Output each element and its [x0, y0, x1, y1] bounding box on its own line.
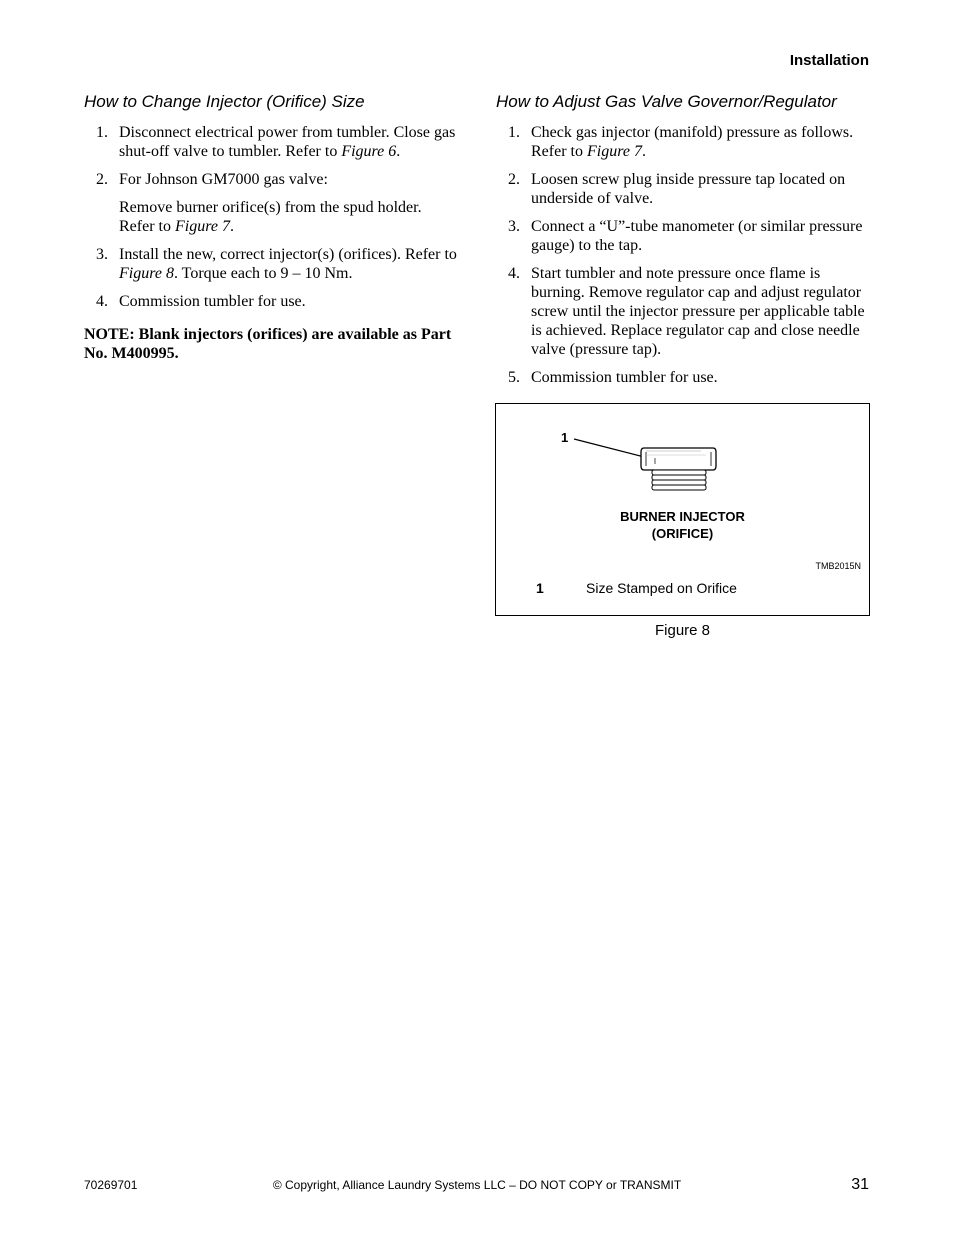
figure-reference: Figure 6 — [341, 143, 397, 160]
right-column — [496, 92, 874, 396]
figure-label-line: (ORIFICE) — [651, 526, 714, 541]
step-number: 2. — [96, 171, 108, 188]
figure-reference: Figure 8 — [119, 265, 174, 282]
figure-reference: Figure 7 — [174, 218, 230, 235]
step-text: Connect a “U”-tube manometer (or similar pressure gauge) to the tap. — [531, 218, 863, 254]
step-text: Commission tumbler for use. — [119, 293, 306, 310]
section-header: Installation — [789, 52, 869, 69]
list-item — [496, 217, 874, 255]
regulator-steps-list — [496, 123, 874, 387]
step-text: Check gas injector (manifold) pressure as follows. Refer to — [531, 124, 854, 160]
step-subparagraph — [119, 198, 460, 236]
step-subtext-end: . — [229, 218, 234, 235]
figure-reference: Figure 7 — [586, 143, 642, 160]
step-subtext: Remove burner orifice(s) from the spud holder. Refer to — [119, 199, 422, 235]
legend-text: Size Stamped on Orifice — [586, 580, 737, 596]
step-text-end: . — [396, 143, 401, 160]
list-item — [496, 123, 874, 161]
step-text: Start tumbler and note pressure once flame is burning. Remove regulator cap and adjust regulator screw until the injector pressure per applicable table is achieved. Replace regulator cap and close needle valve (pressure tap). — [531, 265, 865, 358]
list-item — [84, 123, 460, 161]
step-text: Commission tumbler for use. — [531, 369, 718, 386]
figure-code: TMB2015N — [815, 561, 861, 571]
step-text: Loosen screw plug inside pressure tap located on underside of valve. — [531, 171, 846, 207]
figure-box — [495, 403, 870, 616]
section-heading-injector: How to Change Injector (Orifice) Size — [84, 92, 365, 111]
step-number: 1. — [508, 124, 520, 141]
injector-steps-list — [84, 123, 460, 311]
injector-thread — [652, 480, 706, 485]
figure-label — [496, 508, 869, 542]
step-number: 4. — [508, 265, 520, 282]
step-text: Disconnect electrical power from tumbler. Close gas shut-off valve to tumbler. Refer to — [119, 124, 456, 160]
injector-thread — [652, 485, 706, 490]
list-item — [496, 368, 874, 387]
list-item — [84, 170, 460, 236]
step-number: 2. — [508, 171, 520, 188]
step-number: 3. — [96, 246, 108, 263]
step-text: Install the new, correct injector(s) (orifices). Refer to — [119, 246, 457, 263]
legend-number: 1 — [536, 580, 544, 596]
footer-doc-number: 70269701 — [84, 1178, 138, 1192]
list-item — [84, 245, 460, 283]
note-blank-injectors: NOTE: Blank injectors (orifices) are available as Part No. M400995. — [84, 326, 452, 362]
step-text-end: . — [641, 143, 646, 160]
step-number: 1. — [96, 124, 108, 141]
figure-title: Figure 8 — [654, 622, 711, 639]
step-number: 5. — [508, 369, 520, 386]
step-text-end: . Torque each to 9 – 10 Nm. — [173, 265, 353, 282]
callout-number: 1 — [561, 430, 569, 445]
footer-page-number: 31 — [851, 1176, 869, 1193]
section-heading-regulator: How to Adjust Gas Valve Governor/Regulator — [496, 92, 837, 111]
list-item — [496, 264, 874, 359]
list-item — [84, 292, 460, 311]
injector-thread — [652, 470, 706, 475]
left-column — [84, 92, 460, 363]
step-number: 3. — [508, 218, 520, 235]
footer-copyright: © Copyright, Alliance Laundry Systems LLC – DO NOT COPY or TRANSMIT — [272, 1178, 682, 1192]
step-text: For Johnson GM7000 gas valve: — [119, 171, 328, 188]
list-item — [496, 170, 874, 208]
injector-thread — [652, 475, 706, 480]
figure-label-line: BURNER INJECTOR — [620, 509, 745, 524]
step-number: 4. — [96, 293, 108, 310]
